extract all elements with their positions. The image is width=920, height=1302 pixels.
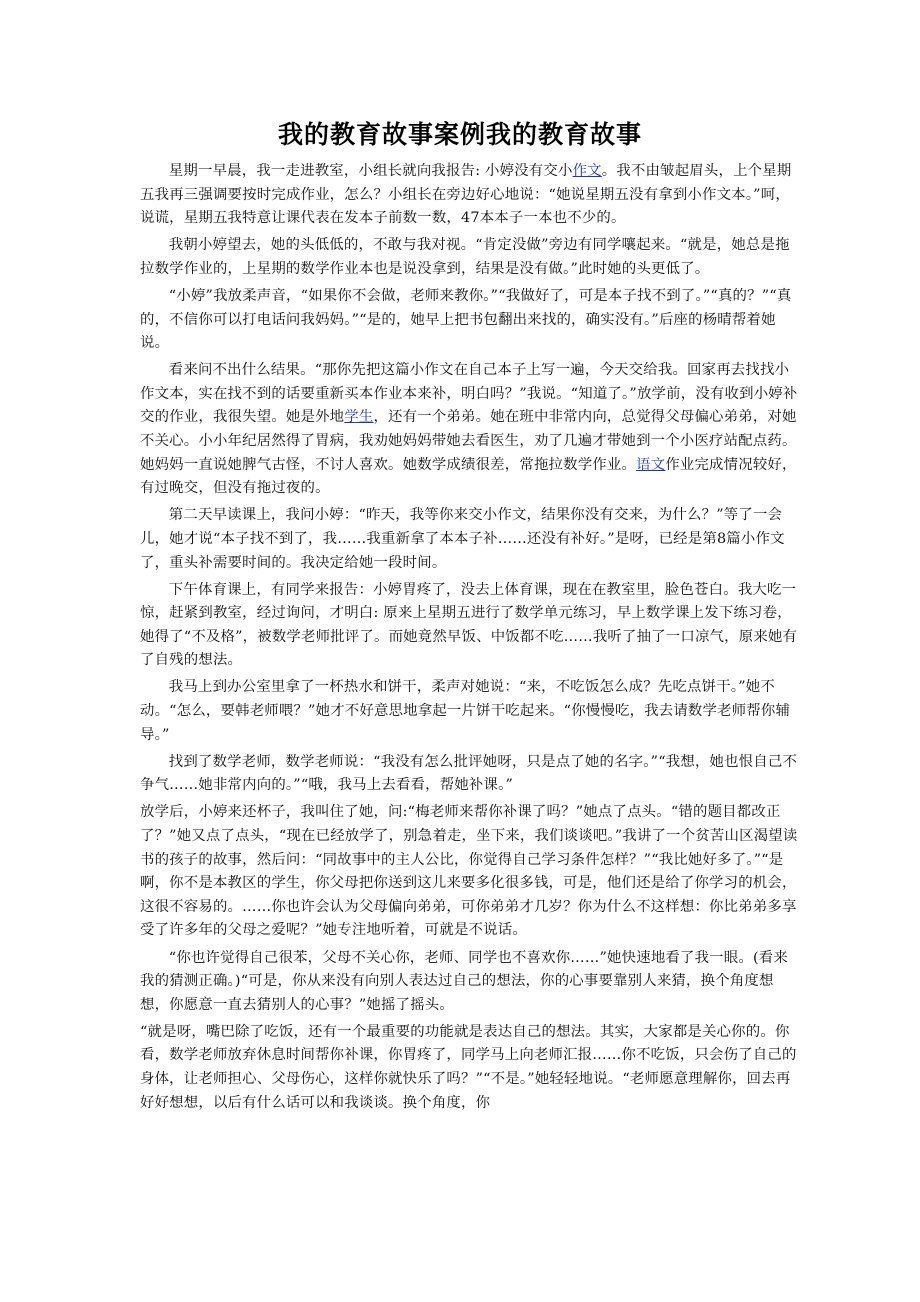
- paragraph-text: 。我不由皱起眉头，上个星期五我再三强调要按时完成作业，怎么？小组长在旁边好心地说：“她说星期五没有拿到小作文本。”呵，说谎，星期五我特意让课代表在发本子前数一数，47本本子一本也不少的。: [140, 163, 792, 227]
- paragraph-text: 放学后，小婷来还杯子，我叫住了她，问:“梅老师来帮你补课了吗？”她点了点头。“错的题目都改正了？”她又点了点头，“现在已经放学了，别急着走，坐下来，我们谈谈吧。”我讲了一个贫苦山区渴望读书的孩子的故事，然后问：“同故事中的主人公比，你觉得自己学习条件怎样？”“我比她好多了。”“是啊，你不是本教区的学生，你父母把你送到这儿来要多化很多钱，可是，他们还是给了你学习的机会，这很不容易的。……你也许会认为父母偏向弟弟，可你弟弟才几岁？你为什么不这样想：你比弟弟多享受了许多年的父母之爱呢？”她专注地听着，可就是不说话。: [140, 804, 798, 939]
- paragraph: [140, 160, 800, 231]
- paragraph-text: “就是呀，嘴巴除了吃饭，还有一个最重要的功能就是表达自己的想法。其实，大家都是关心你的。你看，数学老师放弃休息时间帮你补课，你胃疼了，同学马上向老师汇报……你不吃饭，只会伤了自己的身体，让老师担心、父母伤心，这样你就快乐了吗？”“不是。”她轻轻地说。“老师愿意理解你，回去再好好想想，以后有什么话可以和我谈谈。换个角度，你: [140, 1023, 797, 1111]
- paragraph: [140, 751, 800, 798]
- document-title: 我的教育故事案例我的教育故事: [277, 120, 642, 149]
- paragraph: [140, 1021, 800, 1115]
- paragraph: [140, 359, 800, 501]
- paragraph-text: 作业完成情况较好，有过晚交，但没有拖过夜的。: [140, 456, 797, 497]
- paragraph: [140, 579, 800, 673]
- inline-link[interactable]: 作文: [572, 163, 602, 179]
- paragraph: [140, 947, 800, 1018]
- paragraph-text: 下午体育课上，有同学来报告：小婷胃疼了，没去上体育课，现在在教室里，脸色苍白。我大吃一惊，赶紧到教室，经过询问，才明白: 原来上星期五进行了数学单元练习，早上数学课上发下练习卷，她得了“不及格”，被数学老师批评了。而她竟然早饭、中饭都不吃……我听了抽了一口凉气，原来她有了自残的想法。: [140, 581, 798, 669]
- paragraph-text: 我朝小婷望去，她的头低低的，不敢与我对视。“肯定没做”旁边有同学嚷起来。“就是，她总是拖拉数学作业的，上星期的数学作业本也是说没拿到，结果是没有做。”此时她的头更低了。: [140, 237, 790, 277]
- paragraph-text: ，还有一个弟弟。她在班中非常内向，总觉得父母偏心弟弟，对她不关心。小小年纪居然得了胃病，我劝她妈妈带她去看医生，劝了几遍才带她到一个小医疗站配点药。她妈妈一直说她脾气古怪，不讨人喜欢。她数学成绩很差，常拖拉数学作业。: [140, 409, 797, 473]
- paragraph: [140, 504, 800, 575]
- paragraph: [140, 234, 800, 281]
- document-body: [140, 160, 800, 1119]
- paragraph-text: 看来问不出什么结果。“那你先把这篇小作文在自己本子上写一遍，今天交给我。回家再去找找小作文本，实在找不到的话要重新买本作业本来补，明白吗？”我说。“知道了。”放学前，没有收到小婷补交的作业，我很失望。她是外地: [140, 362, 798, 426]
- paragraph-text: 第二天早读课上，我问小婷：“昨天，我等你来交小作文，结果你没有交来，为什么？”等了一会儿，她才说“本子找不到了，我……我重新拿了本本子补……还没有补好。”是呀，已经是第8篇小作文了，重头补需要时间的。我决定给她一段时间。: [140, 507, 785, 571]
- paragraph-text: “你也许觉得自己很苯，父母不关心你，老师、同学也不喜欢你……”她快速地看了我一眼。(看来我的猜测正确。)“可是，你从来没有向别人表达过自己的想法，你的心事要靠别人来猜，换个角度想想，你愿意一直去猜别人的心事？”她摇了摇头。: [140, 949, 788, 1013]
- paragraph-text: 找到了数学老师，数学老师说：“我没有怎么批评她呀，只是点了她的名字。”“我想，她也恨自己不争气……她非常内向的。”“哦，我马上去看看，帮她补课。”: [140, 753, 798, 794]
- paragraph-text: 星期一早晨，我一走进教室，小组长就向我报告: 小婷没有交小: [168, 163, 573, 179]
- paragraph-text: 我马上到办公室里拿了一杯热水和饼干，柔声对她说：“来，不吃饭怎么成？先吃点饼干。”她不动。“怎么，要韩老师喂？”她才不好意思地拿起一片饼干吃起来。“你慢慢吃，我去请数学老师帮你辅导。”: [140, 679, 791, 743]
- paragraph: [140, 676, 800, 747]
- paragraph: [140, 285, 800, 356]
- paragraph: [140, 801, 800, 943]
- inline-link[interactable]: 学生: [344, 409, 374, 426]
- paragraph-text: “小婷”我放柔声音，“如果你不会做，老师来教你。”“我做好了，可是本子找不到了。”“真的？”“真的，不信你可以打电话问我妈妈。”“是的，她早上把书包翻出来找的，确实没有。”后座的杨晴帮着她说。: [140, 287, 792, 352]
- inline-link[interactable]: 语文: [636, 456, 666, 473]
